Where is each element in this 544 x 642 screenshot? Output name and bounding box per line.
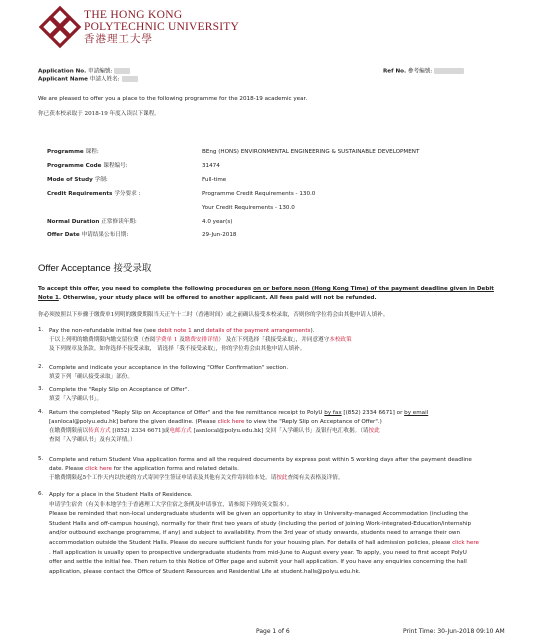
row-label: Offer Date: [47, 232, 80, 238]
section-title-en: Offer Acceptance: [38, 263, 111, 274]
ref-no-label: Ref No.: [383, 68, 407, 75]
step-text: [asnlocal@polyu.edu.hk] before the given deadline. (Please: [49, 419, 218, 425]
step-text-zh: 在缴费期限前以: [49, 428, 89, 434]
offer-acceptance-title: [38, 263, 151, 275]
step-text: to view the "Reply Slip on Acceptance of Offer".): [244, 419, 382, 425]
payment-arrangements-link[interactable]: details of the payment arrangements: [205, 328, 311, 334]
row-value: Your Credit Requirements - 130.0: [202, 205, 295, 211]
row-value: 31474: [202, 163, 220, 169]
polyu-logo: [38, 5, 82, 49]
redacted-value: [434, 68, 464, 74]
row-label-zh: 课程:: [85, 149, 99, 155]
notice-text: To accept this offer, you need to complete the following procedures: [38, 286, 254, 292]
step-text-zh: ） 及在下列选择「我接受录取」，并同意遵守: [218, 337, 330, 343]
application-no: [38, 68, 130, 75]
fax-link-zh[interactable]: 传真方式: [88, 428, 111, 434]
step-text-zh: 填妥下列「确认接受录取」部份。: [49, 374, 133, 380]
step-text-zh: 查阅有关表格及详情。: [287, 475, 344, 481]
step-text: for the application forms and related details.: [112, 466, 239, 472]
step-text: Complete the "Reply Slip on Acceptance of Offer".: [49, 387, 190, 393]
visa-forms-link-zh[interactable]: 按此: [276, 475, 288, 481]
university-name-en-2: POLYTECHNIC UNIVERSITY: [84, 21, 239, 33]
step-number: 1.: [38, 327, 44, 333]
step-text: Complete and indicate your acceptance in the following "Offer Confirmation" section.: [49, 365, 289, 371]
step-text-zh: 于缴费期限起5个工作天内以快递的方式寄回学生签证申请表及其他有关文件寄回给本处。请: [49, 475, 277, 481]
step-1: [38, 327, 510, 357]
section-title-zh: 接受录取: [113, 263, 152, 274]
step-6: [38, 491, 510, 591]
applicant-name: [38, 76, 138, 83]
application-no-label: Application No.: [38, 68, 87, 75]
step-text: ).: [310, 328, 315, 334]
offer-notice: [38, 285, 508, 302]
row-label-zh: 学制:: [94, 177, 108, 183]
fee-note-link-zh[interactable]: 学费单 1: [155, 337, 178, 343]
step-text: Apply for a place in the Student Halls of Residence.: [49, 492, 193, 498]
applicant-name-label: Applicant Name: [38, 76, 88, 83]
step-text-zh: [(852) 2334 6671]或: [110, 428, 170, 434]
redacted-value: [122, 76, 138, 82]
print-time: Print Time: 30-Jun-2018 09:10 AM: [403, 628, 505, 635]
step-text: offer and settle the initial fee. Then return to this Notice of Offer page and submit your hall application. If you have any enquiries concerning the hall: [49, 559, 467, 566]
click-here-link-zh[interactable]: 按此: [368, 428, 380, 434]
row-value: 4.0 year(s): [202, 219, 233, 225]
page-number: Page 1 of 6: [256, 628, 290, 635]
policy-link-zh[interactable]: 本校政策: [329, 337, 352, 343]
offer-notice-zh: 你必须按照以下步骤于缴费单1列明的缴费期限当天正午十二时（香港时间）或之前确认接受本校录取，否则你的学位将会由其他申请人填补。: [38, 312, 389, 318]
step-text: accommodation outside the Student Halls. Please do secure sufficient funds for your housing plan. For details of hall admission policies, please: [49, 539, 453, 546]
row-label-zh: 学分要求 :: [114, 191, 141, 197]
step-text-zh: 查阅「入学确认书」及有关详情。）: [49, 437, 136, 443]
step-4: [38, 409, 510, 449]
step-number: 4.: [38, 409, 44, 415]
row-label: Normal Duration: [47, 219, 100, 225]
step-text: Complete and return Student Visa application forms and all the required documents by express post within 5 working days after the payment deadline: [49, 457, 472, 463]
row-value: Full-time: [202, 177, 227, 183]
step-text: date. Please: [49, 466, 86, 472]
step-text: application, please contact the Office of Student Resources and Residential Life at student.halls@polyu.edu.hk.: [49, 568, 361, 575]
redacted-value: [114, 68, 130, 74]
step-text: Please be reminded that non-local undergraduate students will be given an opportunity to stay in University-managed Accommodation (including the: [49, 511, 469, 518]
step-text: Pay the non-refundable initial fee (see: [49, 328, 158, 334]
step-number: 3.: [38, 386, 44, 392]
step-text-zh: 申请学生宿舍（有关非本地学生于香港理工大学住宿之条例及申请事宜，请参阅下列的英文版本）。: [49, 501, 293, 508]
step-text-zh: 于以上列明的缴费期限内缴交留位费（查阅: [49, 337, 156, 343]
click-here-link[interactable]: click here: [217, 419, 245, 425]
debit-note-link[interactable]: debit note 1: [157, 328, 192, 334]
row-label: Mode of Study: [47, 177, 93, 183]
university-name-en-1: THE HONG KONG: [84, 9, 183, 21]
step-2: [38, 364, 510, 384]
fax-link[interactable]: by fax: [324, 410, 342, 416]
application-no-label-zh: 申請編號:: [88, 68, 113, 75]
university-name: [84, 9, 239, 45]
step-text: [(852) 2334 6671] or: [341, 410, 405, 416]
step-text-zh: 及: [177, 337, 185, 343]
hall-policy-link[interactable]: click here: [452, 539, 479, 546]
step-text: and: [191, 328, 206, 334]
row-value: Programme Credit Requirements - 130.0: [202, 191, 316, 197]
step-text: and/or outbound exchange programme, if any) and subject to availability. From the 3rd year of study onwards, students need to arrange their own: [49, 530, 461, 537]
step-text: . Hall application is usually open to prospective undergraduate students from mid-June to August every year. To apply, you need to first accept PolyU: [49, 549, 467, 556]
step-text-zh: 填妥「入学确认书」。: [49, 396, 103, 402]
step-text: Return the completed "Reply Slip on Acceptance of Offer" and the fee remittance receipt to PolyU: [49, 410, 325, 416]
university-name-zh: 香港理工大學: [84, 33, 153, 45]
row-label-zh: 课程编号:: [103, 163, 128, 169]
applicant-name-label-zh: 申請人姓名:: [89, 76, 120, 83]
row-label: Programme: [47, 149, 84, 155]
notice-deadline: on or before noon (Hong Kong Time) of the payment deadline given in Debit Note 1: [38, 286, 494, 301]
row-label-zh: 申请结果公布日期:: [81, 232, 129, 238]
row-label-zh: 正常修读年期:: [101, 219, 137, 225]
email-link-zh[interactable]: 电邮方式: [169, 428, 192, 434]
intro-en: We are pleased to offer you a place to the following programme for the 2018-19 academic year.: [38, 96, 308, 102]
step-text: Student Halls and off-campus housing), normally for their first two years of study (including the period of joining Work-integrated-Education/internship: [49, 520, 472, 527]
step-3: [38, 386, 510, 406]
step-number: 2.: [38, 364, 44, 370]
intro-zh: 你已获本校录取于 2018-19 年度入读以下课程。: [38, 111, 160, 117]
step-number: 6.: [38, 491, 44, 497]
ref-no: [383, 68, 464, 75]
step-text-zh: 及下列规章及条款。如你选择不接受录取， 请选择「我不接受录取」，你的学位将会由其他申请人填补。: [49, 346, 306, 352]
ref-no-label-zh: 參考編號:: [407, 68, 433, 75]
notice-text: . Otherwise, your study place will be offered to another applicant. All fees paid will not be refunded.: [58, 294, 377, 301]
row-label: Credit Requirements: [47, 191, 113, 197]
step-5: [38, 456, 510, 486]
row-value: 29-Jun-2018: [202, 232, 237, 238]
email-link[interactable]: by email: [404, 410, 429, 416]
step-text-zh: [asnlocal@polyu.edu.hk] 交回「入学确认书」及银行电汇收据。（请: [191, 428, 369, 434]
payment-details-link-zh[interactable]: 缴费安排详情: [184, 337, 219, 343]
row-label: Programme Code: [47, 163, 102, 169]
row-value: BEng (HONS) ENVIRONMENTAL ENGINEERING & SUSTAINABLE DEVELOPMENT: [202, 149, 420, 155]
step-number: 5.: [38, 456, 44, 462]
visa-forms-link[interactable]: click here: [85, 466, 112, 472]
